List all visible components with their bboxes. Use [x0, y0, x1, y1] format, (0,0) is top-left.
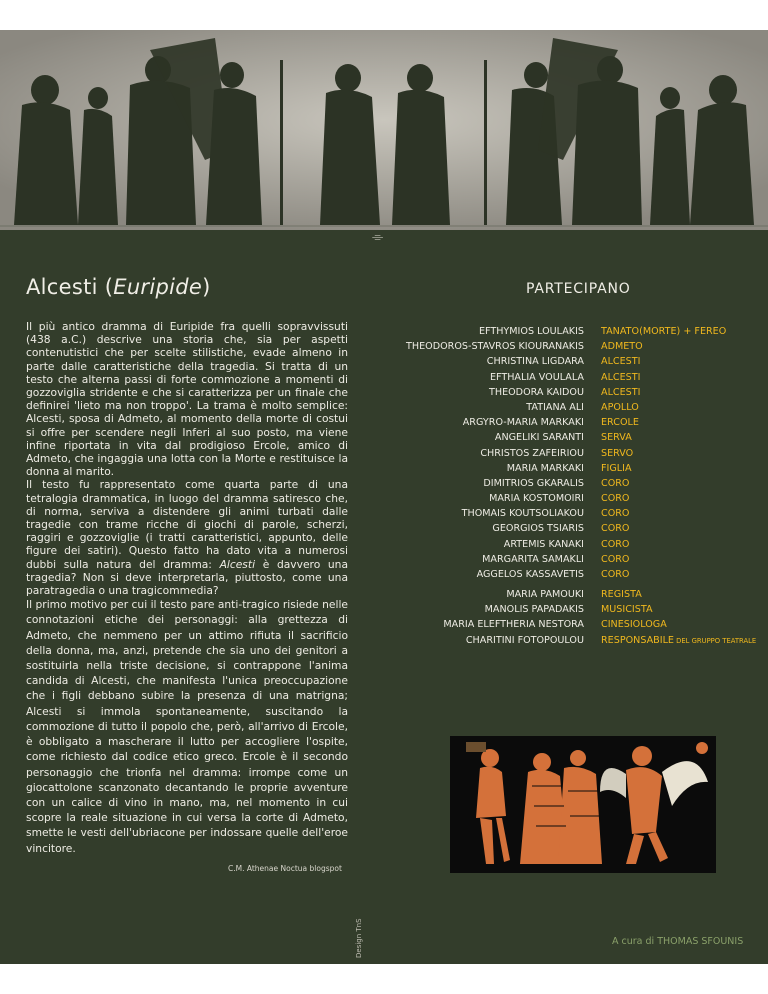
participant-name: GEORGIOS TSIARIS	[492, 523, 584, 535]
participant-name: THEODOROS-STAVROS KIOURANAKIS	[406, 341, 584, 353]
participant-role: SERVA	[601, 432, 632, 444]
participant-name: MARIA MARKAKI	[506, 462, 584, 474]
participant-role: APOLLO	[601, 401, 639, 413]
participant-role: ADMETO	[601, 341, 643, 353]
participant-role: ALCESTI	[601, 386, 641, 398]
participant-role: TANATO(MORTE) + FEREO	[601, 326, 727, 337]
list-item	[380, 354, 760, 369]
participant-name: CHRISTOS ZAFEIRIOU	[480, 447, 584, 459]
list-item	[380, 370, 760, 385]
list-item	[380, 476, 760, 491]
list-item	[380, 617, 760, 632]
paragraph-2: Il testo fu rappresentato come quarta parte di una tetralogia drammatica, in luogo del dramma satiresco che, di norma, serviva a distendere gli animi turbati dalle tragedie con trame ricche di giochi di parole, scherzi, raggiri e gozzoviglie (i tratti caratteristici, appunto, delle figure dei satiri). Questo fatto ha dato vita a numerosi dubbi sulla natura del dramma: Alcesti è davvero una tragedia? Non si deve interpretarla, piuttosto, come una paratragedia o una tragicommedia?	[26, 478, 349, 598]
vase-figures-illustration	[0, 30, 768, 230]
banner-image	[0, 30, 768, 230]
participant-role: CORO	[601, 477, 630, 489]
participant-name: CHARITINI FOTOPOULOU	[465, 634, 584, 646]
participant-role: CORO	[601, 508, 630, 520]
list-item	[380, 461, 760, 476]
list-item	[380, 602, 760, 617]
author-name: Euripide	[113, 275, 203, 299]
list-item	[380, 521, 760, 536]
red-figure-scene	[450, 736, 716, 873]
participant-role: CORO	[601, 569, 630, 580]
participant-role: RESPONSABILE DEL GRUPPO TEATRALE	[601, 634, 757, 646]
paragraph-1: Il più antico dramma di Euripide fra quelli sopravvissuti (438 a.C.) descrive una storia che, sia per aspetti contenutistici che per scelte stilistiche, evade almeno in parte dalle caratteristiche della tragedia. Si tratta di un testo che alterna passi di forte commozione a momenti di gozzoviglia stridente e che si caratterizza per un finale che definirei 'lieto ma non troppo'. La trama è molto semplice: Alcesti, sposa di Admeto, al momento della morte di costui si offre per scendere negli Inferi al suo posto, ma viene infine riportata in vita dal prodigioso Ercole, amico di Admeto, che ingaggia una lotta con la Morte e restituisce la donna al marito.	[26, 320, 348, 479]
participant-role: ERCOLE	[601, 417, 639, 429]
participant-name: DIMITRIOS GKARALIS	[483, 477, 584, 489]
list-item	[380, 587, 760, 602]
participant-name: MARIA PAMOUKI	[506, 589, 584, 600]
participant-role: ALCESTI	[601, 371, 641, 383]
participant-name: MANOLIS PAPADAKIS	[484, 604, 584, 616]
list-item	[380, 506, 760, 521]
list-item	[380, 633, 760, 648]
list-item	[380, 537, 760, 552]
participant-name: MARIA ELEFTHERIA NESTORA	[443, 619, 584, 631]
participant-role: SERVO	[601, 447, 634, 459]
design-credit: Design TnS	[355, 918, 363, 958]
staff-list	[380, 587, 760, 648]
list-item	[380, 430, 760, 445]
participant-role: CINESIOLOGA	[601, 619, 667, 631]
list-item	[380, 385, 760, 400]
source-credit: C.M. Athenae Noctua blogspot	[228, 864, 342, 873]
participant-name: TATIANA ALI	[526, 401, 584, 413]
article-text	[26, 320, 348, 856]
participant-role: MUSICISTA	[601, 604, 653, 616]
page-title: Alcesti (Euripide)	[26, 275, 211, 299]
participant-role: CORO	[601, 538, 630, 550]
participant-role: CORO	[601, 553, 630, 565]
participant-name: ARGYRO-MARIA MARKAKI	[462, 417, 584, 429]
participant-name: CHRISTINA LIGDARA	[486, 356, 584, 368]
list-item	[380, 324, 760, 339]
participant-role: FIGLIA	[601, 462, 632, 474]
participant-role: ALCESTI	[601, 356, 641, 368]
participant-name: EFTHALIA VOULALA	[489, 371, 584, 383]
participant-name: AGGELOS KASSAVETIS	[476, 569, 584, 580]
list-item	[380, 491, 760, 506]
list-item	[380, 567, 760, 582]
list-item	[380, 446, 760, 461]
list-item	[380, 339, 760, 354]
vase-painting-image	[450, 736, 716, 873]
program-sheet	[0, 30, 768, 964]
curator-credit: A cura di THOMAS SFOUNIS	[612, 936, 744, 947]
divider-ornament: ⌯	[372, 229, 384, 245]
list-item	[380, 415, 760, 430]
participant-role: REGISTA	[601, 589, 642, 600]
cast-list	[380, 324, 760, 582]
participant-name: THOMAIS KOUTSOLIAKOU	[461, 508, 584, 520]
participant-name: MARIA KOSTOMOIRI	[489, 493, 584, 505]
participant-name: ANGELIKI SARANTI	[494, 432, 584, 444]
participants-heading: PARTECIPANO	[526, 281, 631, 297]
participant-name: MARGARITA SAMAKLI	[482, 553, 584, 565]
list-item	[380, 400, 760, 415]
paragraph-3: Il primo motivo per cui il testo pare anti-tragico risiede nelle connotazioni etiche dei personaggi: alla grettezza di Admeto, che nemmeno per un attimo rifiuta il sacrificio della donna, ma, anzi, pretende che sia uno dei genitori a sostituirla nella triste decisione, si contrappone l'anima candida di Alcesti, che manifesta l'unica preoccupazione che i figli debbano subire la presenza di una matrigna; Alcesti si immola spontaneamente, suscitando la commozione di tutto il popolo che, però, all'arrivo di Ercole, è obbligato a mascherare il lutto per accogliere l'ospite, come richiesto dal codice etico greco. Ercole è il secondo personaggio che trionfa nel dramma: irrompe come un giocattolone scanzonato decantando le proprie avventure con un calice di vino in mano, ma, nel momento in cui scopre la reale situazione in cui versa la corte di Admeto, smette le vesti dell'ubriacone per indossare quelle dell'eroe vincitore.	[26, 598, 348, 855]
participant-role: CORO	[601, 493, 630, 505]
list-item	[380, 552, 760, 567]
participant-name: EFTHYMIOS LOULAKIS	[478, 326, 584, 337]
participant-role: CORO	[601, 523, 630, 535]
participant-name: THEODORA KAIDOU	[489, 386, 584, 398]
participant-name: ARTEMIS KANAKI	[503, 538, 584, 550]
